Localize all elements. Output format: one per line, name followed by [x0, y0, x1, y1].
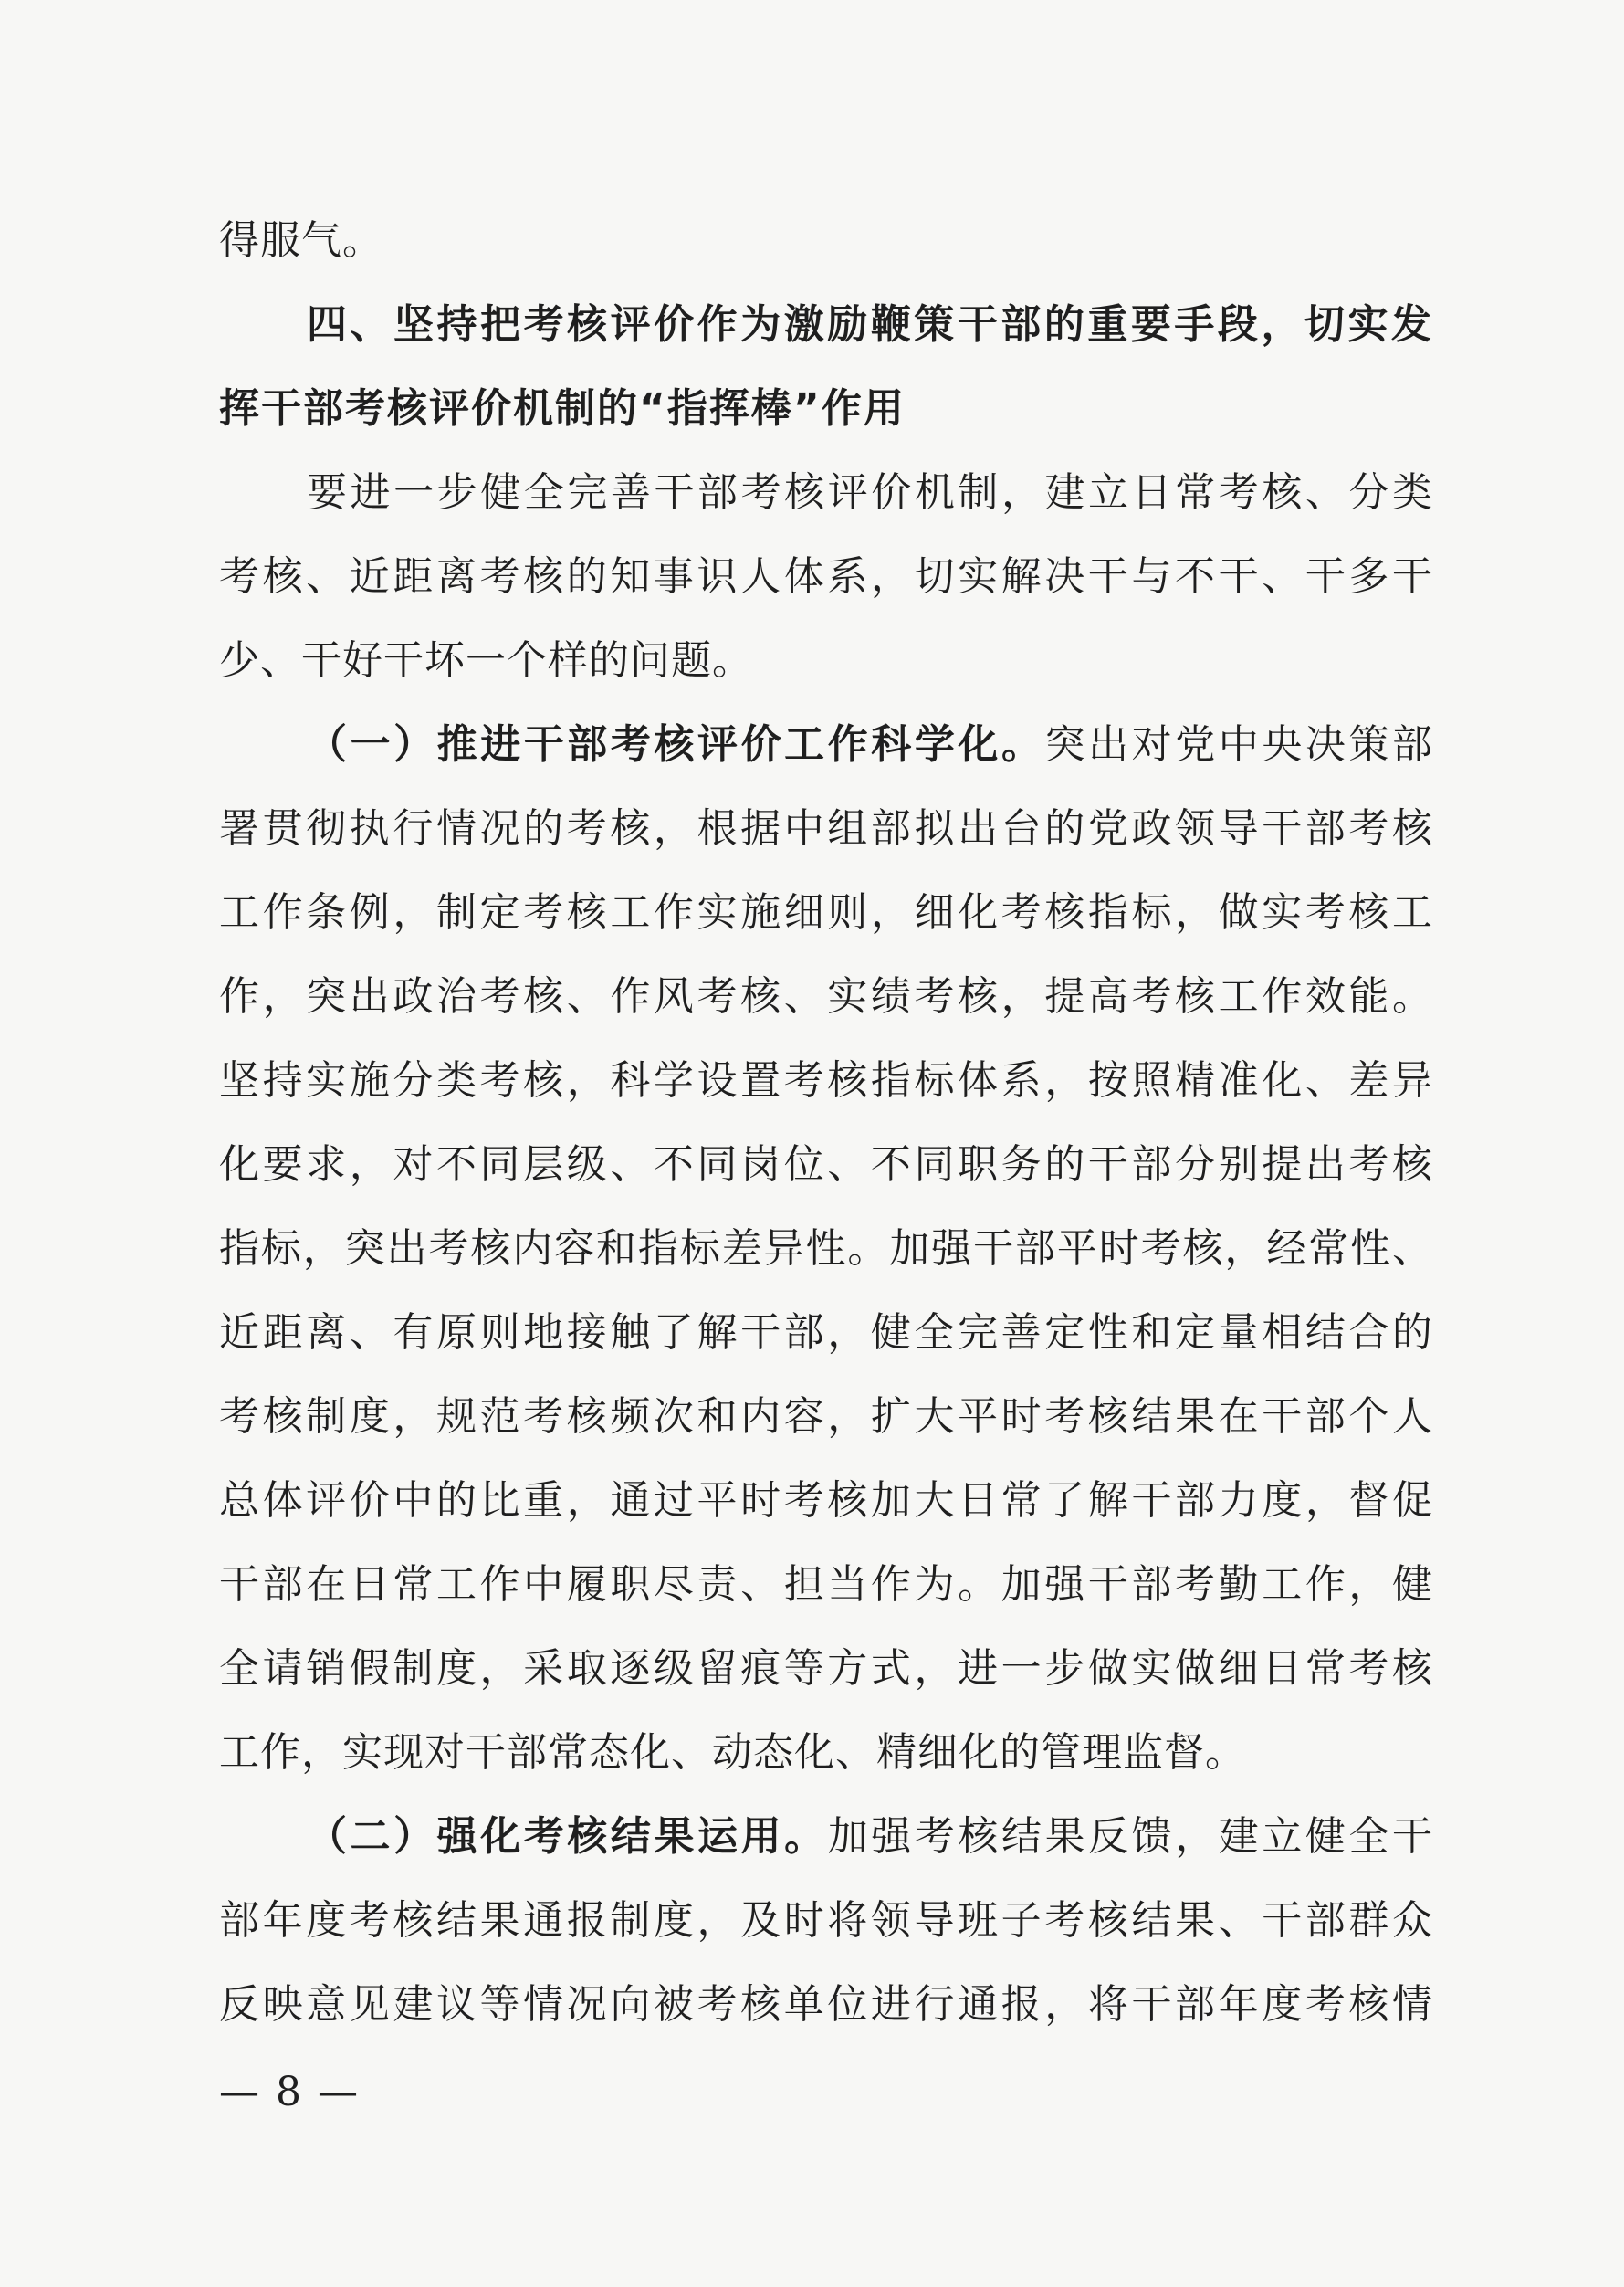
text-line: 干部在日常工作中履职尽责、担当作为。加强干部考勤工作，健 — [219, 1561, 1433, 1608]
text-line: 作，突出政治考核、作风考核、实绩考核，提高考核工作效能。 — [219, 973, 1433, 1020]
text-line: 化要求，对不同层级、不同岗位、不同职务的干部分别提出考核 — [219, 1141, 1433, 1188]
item-two-first-line: 加强考核结果反馈，建立健全干 — [827, 1813, 1434, 1860]
text-line: 考核制度，规范考核频次和内容，扩大平时考核结果在干部个人 — [219, 1393, 1433, 1440]
intro-paragraph — [219, 451, 1433, 703]
body-text — [219, 199, 1433, 2047]
item-one-paragraph — [219, 703, 1433, 1795]
item-two-lead: （二）强化考核结果运用。 — [307, 1813, 828, 1860]
text-line: 得服气。 — [219, 217, 383, 264]
heading-line: 挥干部考核评价机制的“指挥棒”作用 — [219, 385, 906, 432]
item-two-paragraph — [219, 1795, 1433, 2047]
text-line: 部年度考核结果通报制度，及时将领导班子考核结果、干部群众 — [219, 1897, 1433, 1944]
text-line: 坚持实施分类考核，科学设置考核指标体系，按照精准化、差异 — [219, 1057, 1433, 1104]
text-line: 近距离、有原则地接触了解干部，健全完善定性和定量相结合的 — [219, 1309, 1433, 1356]
item-one-first-line: 突出对党中央决策部 — [1044, 721, 1434, 768]
text-line — [219, 703, 1433, 787]
page-number: — 8 — — [219, 2069, 360, 2115]
heading-line: 四、坚持把考核评价作为激励鞭策干部的重要手段，切实发 — [307, 301, 1433, 348]
text-line: 全请销假制度，采取逐级留痕等方式，进一步做实做细日常考核 — [219, 1645, 1433, 1692]
continuation-paragraph — [219, 199, 1433, 283]
text-line — [219, 1795, 1433, 1879]
text-line: 要进一步健全完善干部考核评价机制，建立日常考核、分类 — [307, 469, 1433, 516]
text-line: 工作，实现对干部常态化、动态化、精细化的管理监督。 — [219, 1729, 1246, 1776]
text-line: 工作条例，制定考核工作实施细则，细化考核指标，做实考核工 — [219, 889, 1433, 936]
text-line: 指标，突出考核内容和指标差异性。加强干部平时考核，经常性、 — [219, 1225, 1433, 1272]
text-line: 少、干好干坏一个样的问题。 — [219, 637, 753, 684]
text-line: 考核、近距离考核的知事识人体系，切实解决干与不干、干多干 — [219, 553, 1433, 600]
section-heading — [219, 283, 1433, 451]
text-line: 总体评价中的比重，通过平时考核加大日常了解干部力度，督促 — [219, 1477, 1433, 1524]
text-line: 署贯彻执行情况的考核，根据中组部拟出台的党政领导干部考核 — [219, 805, 1433, 852]
text-line: 反映意见建议等情况向被考核单位进行通报，将干部年度考核情 — [219, 1981, 1433, 2028]
item-one-lead: （一）推进干部考核评价工作科学化。 — [307, 721, 1045, 768]
